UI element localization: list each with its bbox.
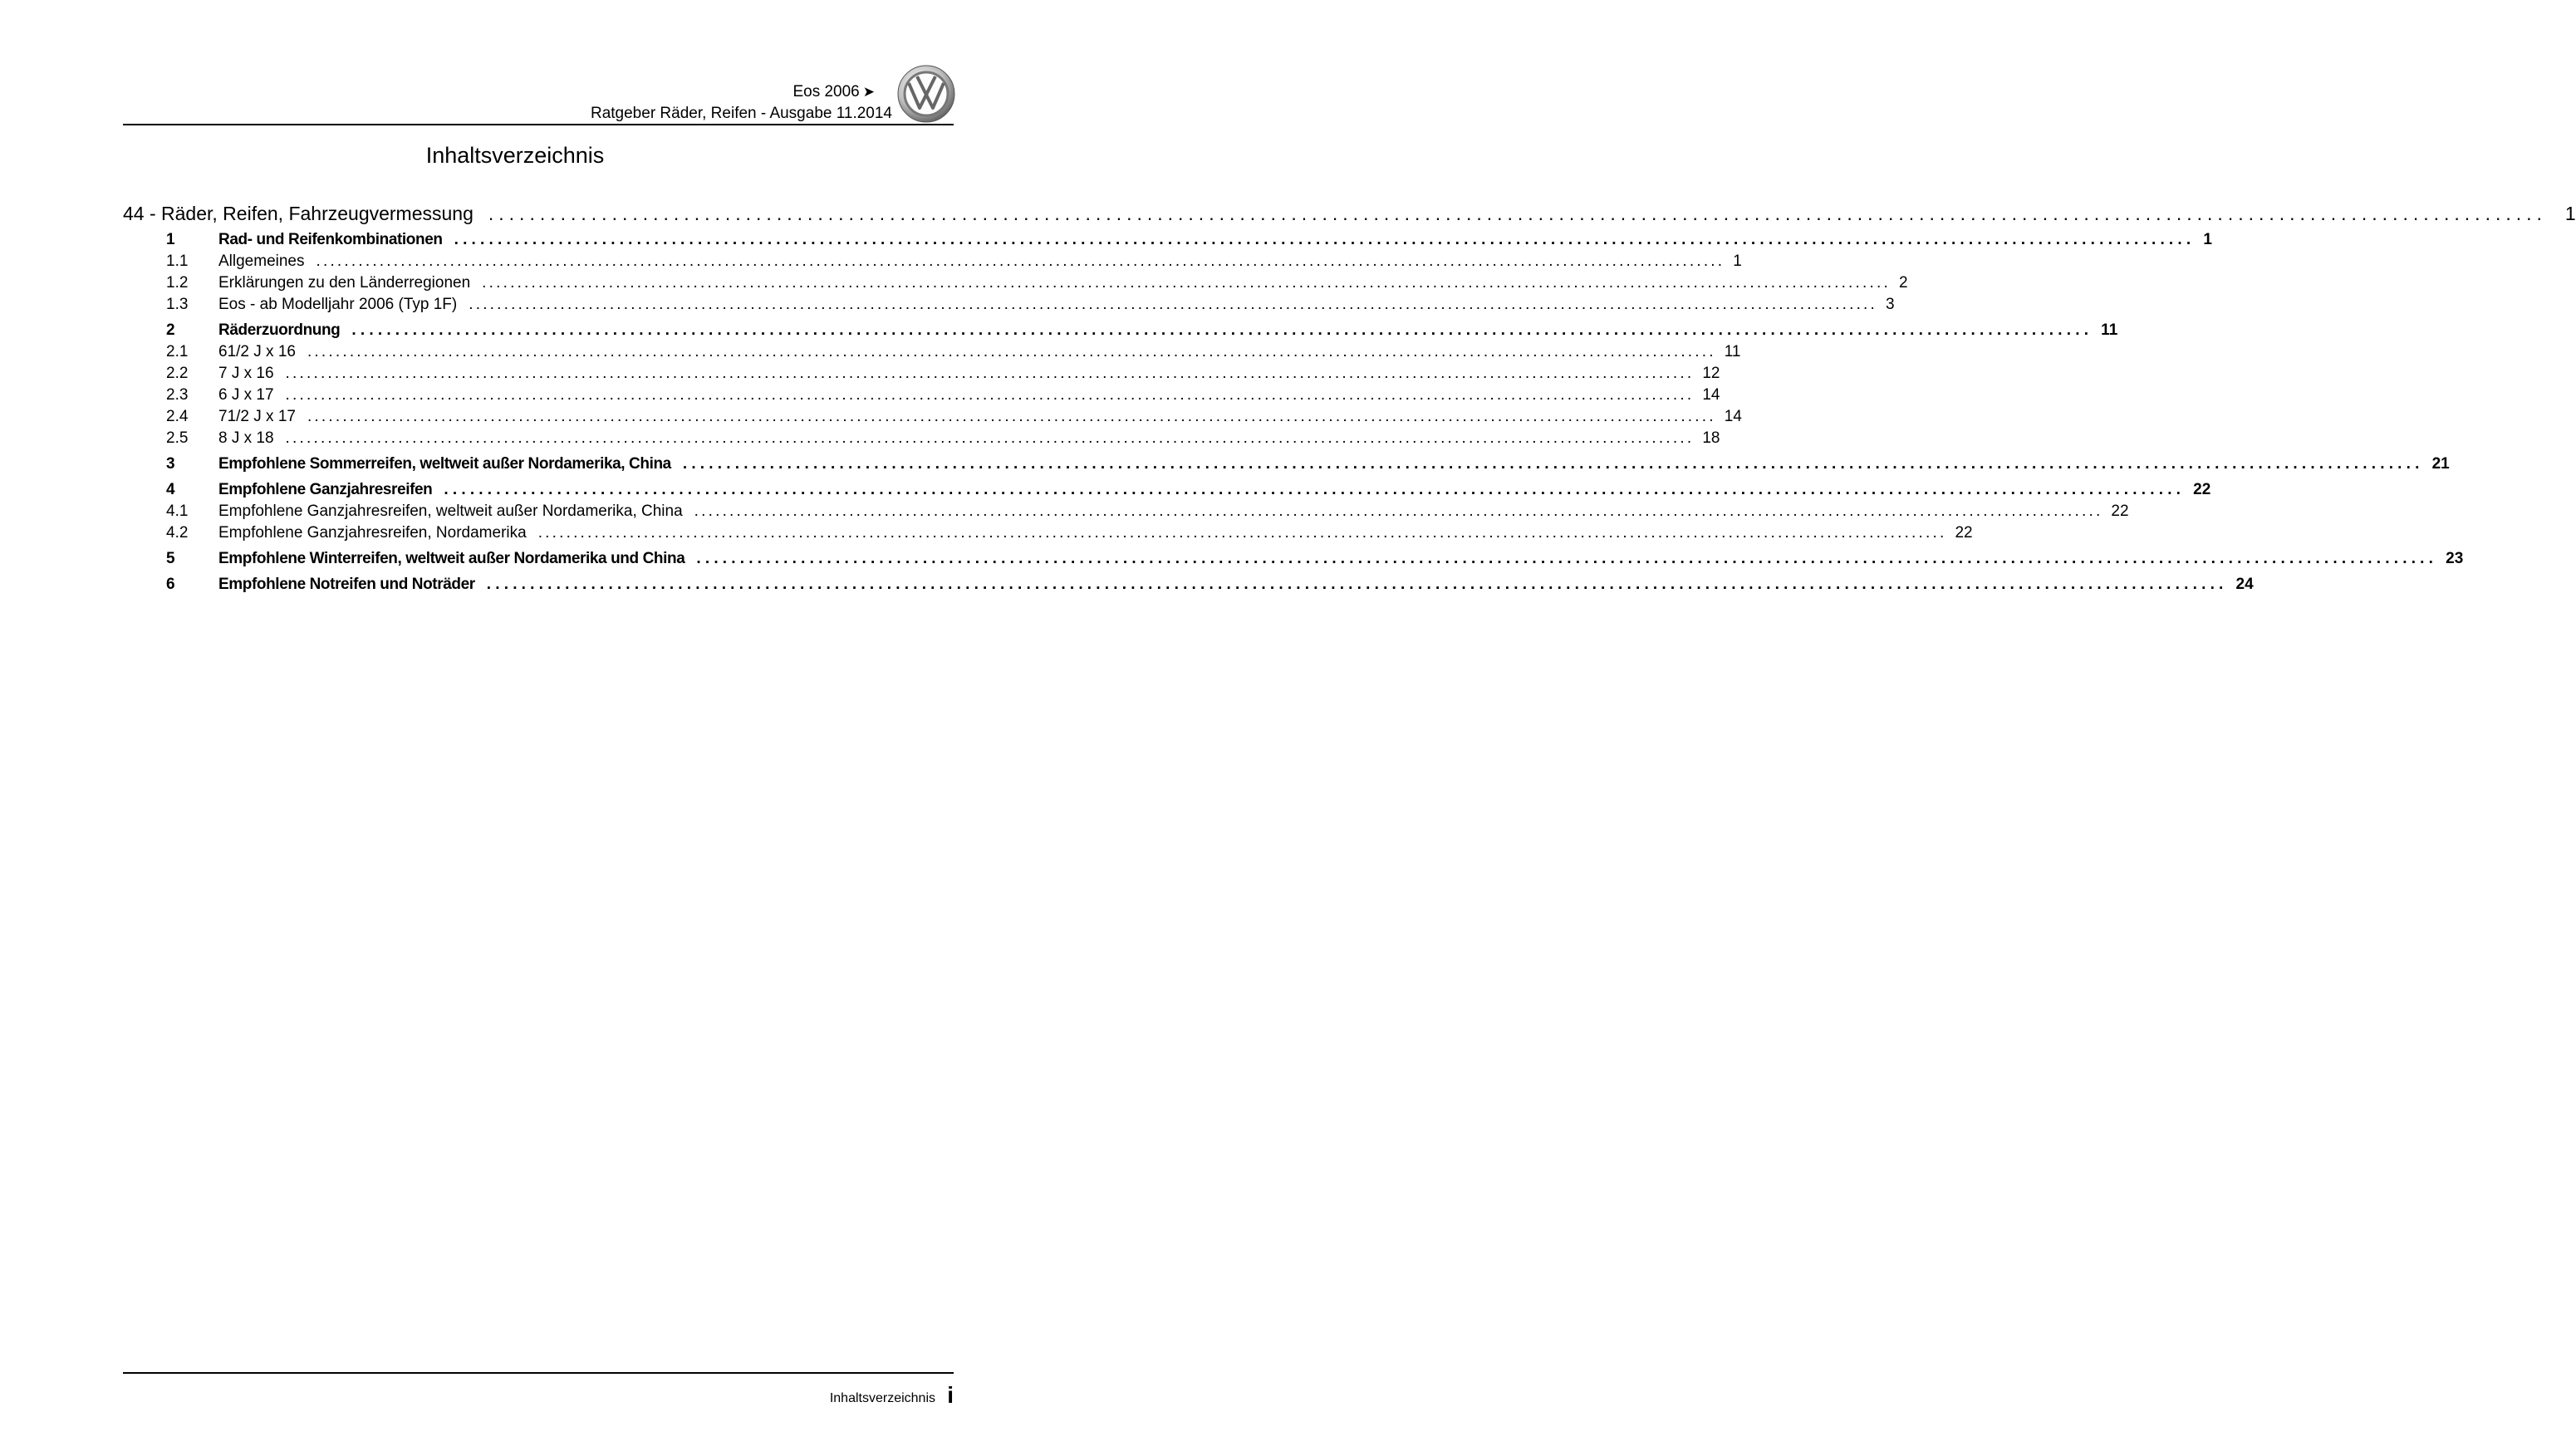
toc-entry-page: 24 [2235, 576, 2254, 593]
toc-leader-dots: ........................................................................................................................................................................................................ [694, 502, 2103, 520]
toc-leader-dots: ........................................................................................................................................................................................................ [488, 203, 2547, 224]
toc-entry[interactable] [123, 252, 1742, 271]
toc-entry[interactable] [123, 429, 1720, 448]
toc-entry-label: Empfohlene Notreifen und Noträder [218, 576, 475, 593]
toc-entry-number: 6 [166, 576, 175, 593]
toc-entry-page: 12 [1702, 365, 1720, 382]
vw-logo-icon [897, 65, 955, 123]
toc-leader-dots: ........................................................................................................................................................................................................ [486, 576, 2228, 593]
toc-entry-page: 14 [1702, 386, 1720, 404]
toc-leader-dots: ........................................................................................................................................................................................................ [469, 296, 1878, 313]
toc-entry-label: Empfohlene Ganzjahresreifen, Nordamerika [218, 524, 527, 542]
toc-entry-number: 1.2 [166, 274, 189, 292]
toc-chapter[interactable] [123, 203, 2576, 225]
toc-entry-number: 4.2 [166, 524, 189, 542]
toc-entry-page: 2 [1898, 274, 1908, 292]
toc-entry-label: Empfohlene Ganzjahresreifen [218, 481, 433, 498]
toc-entry-number: 4 [166, 481, 175, 498]
toc-entry-page: 14 [1724, 408, 1742, 425]
toc-entry-label: 8 J x 18 [218, 429, 274, 447]
toc-leader-dots: ........................................................................................................................................................................................................ [454, 231, 2196, 248]
toc-leader-dots: ........................................................................................................................................................................................................ [316, 252, 1725, 270]
footer-title: Inhaltsverzeichnis [829, 1391, 935, 1405]
toc-leader-dots: ........................................................................................................................................................................................................ [444, 481, 2186, 498]
toc-entry-label: 61/2 J x 16 [218, 343, 296, 360]
toc-entry-page: 1 [2203, 231, 2212, 248]
toc-entry-page: 18 [1702, 429, 1720, 447]
toc-entry-page: 23 [2446, 550, 2464, 567]
toc-entry-number: 2.1 [166, 343, 189, 360]
toc-entry[interactable] [123, 386, 1720, 404]
toc-leader-dots: ........................................................................................................................................................................................................ [682, 455, 2424, 473]
toc-entry-page: 22 [2193, 481, 2211, 498]
toc-entry-number: 2.3 [166, 386, 189, 404]
toc-entry[interactable] [123, 343, 1741, 361]
toc-entry-label: 7 J x 16 [218, 365, 274, 382]
toc-entry-page: 11 [2101, 321, 2118, 339]
toc-entry-number: 3 [166, 455, 175, 473]
toc-entry-number: 1 [166, 231, 175, 248]
footer-divider [123, 1372, 954, 1374]
model-label [792, 83, 875, 101]
toc-entry[interactable] [123, 296, 1895, 314]
toc-entry-number: 2.2 [166, 365, 189, 382]
toc-entry-number: 44 - Räder, Reifen, Fahrzeugvermessung [123, 203, 473, 224]
toc-entry-page: 21 [2431, 455, 2450, 473]
header-divider [123, 124, 954, 125]
toc-entry-page: 11 [1724, 343, 1741, 360]
toc-leader-dots: ........................................................................................................................................................................................................ [307, 343, 1716, 360]
toc-entry[interactable] [123, 231, 2212, 249]
toc-entry-number: 2 [166, 321, 175, 339]
toc-leader-dots: ........................................................................................................................................................................................................ [285, 429, 1695, 447]
page-title: Inhaltsverzeichnis [425, 143, 605, 168]
toc-leader-dots: ........................................................................................................................................................................................................ [537, 524, 1947, 542]
toc-entry-number: 5 [166, 550, 175, 567]
toc-entry-number: 2.4 [166, 408, 189, 425]
toc-entry-label: Empfohlene Sommerreifen, weltweit außer Nordamerika, China [218, 455, 671, 473]
toc-entry-page: 22 [2111, 502, 2129, 520]
toc-entry[interactable] [123, 502, 2129, 521]
toc-entry[interactable] [123, 524, 1973, 542]
toc-entry-number: 4.1 [166, 502, 189, 520]
document-subtitle: Ratgeber Räder, Reifen - Ausgabe 11.2014 [590, 105, 892, 122]
toc-entry[interactable] [123, 481, 2211, 499]
toc-entry[interactable] [123, 408, 1742, 426]
toc-entry-label: Empfohlene Winterreifen, weltweit außer Nordamerika und China [218, 550, 685, 567]
arrow-right-icon: ➤ [862, 84, 875, 100]
toc-entry-page: 1 [2564, 203, 2576, 224]
toc-entry-number: 1.1 [166, 252, 189, 270]
toc-entry-label: Eos - ab Modelljahr 2006 (Typ 1F) [218, 296, 458, 313]
toc-entry-label: Allgemeines [218, 252, 305, 270]
toc-entry[interactable] [123, 550, 2464, 568]
toc-entry[interactable] [123, 274, 1908, 292]
toc-entry-number: 1.3 [166, 296, 189, 313]
toc-entry-page: 22 [1955, 524, 1973, 542]
toc-leader-dots: ........................................................................................................................................................................................................ [307, 408, 1716, 425]
toc-entry[interactable] [123, 321, 2118, 340]
footer-page-number: i [947, 1382, 954, 1408]
toc-leader-dots: ........................................................................................................................................................................................................ [285, 365, 1695, 382]
toc-entry-page: 1 [1733, 252, 1742, 270]
toc-entry-label: 6 J x 17 [218, 386, 274, 404]
toc-entry[interactable] [123, 576, 2254, 594]
model-text: Eos 2006 [792, 83, 860, 100]
toc-leader-dots: ........................................................................................................................................................................................................ [696, 550, 2438, 567]
toc-entry[interactable] [123, 365, 1720, 383]
toc-entry-label: 71/2 J x 17 [218, 408, 296, 425]
toc-entry-page: 3 [1886, 296, 1895, 313]
toc-leader-dots: ........................................................................................................................................................................................................ [285, 386, 1695, 404]
toc-leader-dots: ........................................................................................................................................................................................................ [351, 321, 2093, 339]
toc-entry-label: Räderzuordnung [218, 321, 341, 339]
toc-entry-label: Rad- und Reifenkombinationen [218, 231, 443, 248]
toc-entry-label: Erklärungen zu den Länderregionen [218, 274, 471, 292]
toc-leader-dots: ........................................................................................................................................................................................................ [482, 274, 1891, 292]
toc-entry-label: Empfohlene Ganzjahresreifen, weltweit außer Nordamerika, China [218, 502, 683, 520]
toc-entry[interactable] [123, 455, 2450, 473]
toc-entry-number: 2.5 [166, 429, 189, 447]
